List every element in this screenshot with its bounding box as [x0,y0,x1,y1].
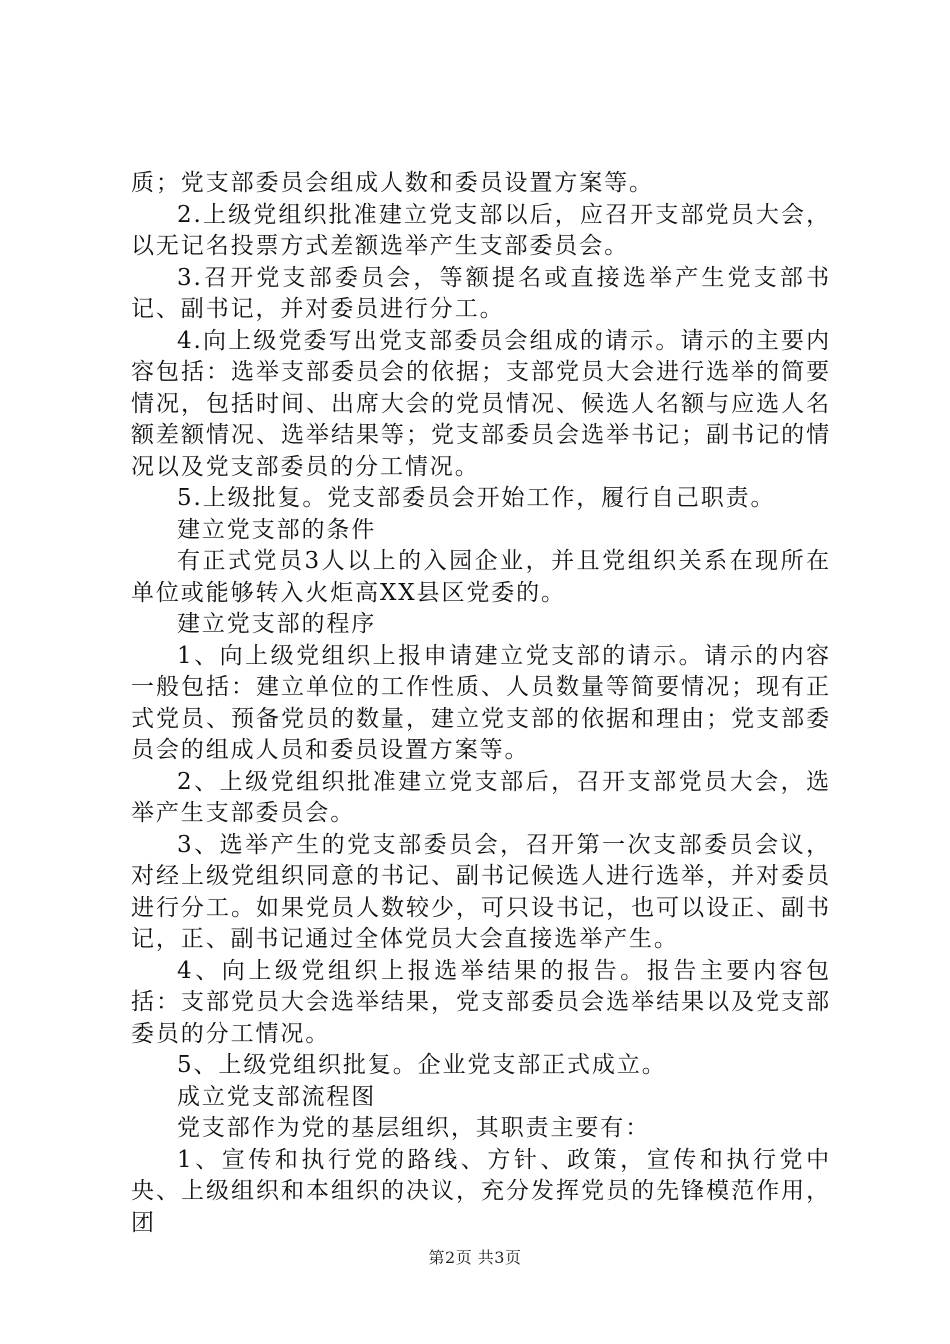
paragraph-16: 1、宣传和执行党的路线、方针、政策，宣传和执行党中央、上级组织和本组织的决议，充分发挥党员的先锋模范作用，团 [131,1146,831,1236]
paragraph-11: 3、选举产生的党支部委员会，召开第一次支部委员会议，对经上级党组织同意的书记、副书记候选人进行选举，并对委员进行分工。如果党员人数较少，可只设书记，也可以设正、副书记，正、副书记通过全体党员大会直接选举产生。 [131,831,831,952]
paragraph-1: 质；党支部委员会组成人数和委员设置方案等。 [131,170,654,196]
paragraph-4: 4.向上级党委写出党支部委员会组成的请示。请示的主要内容包括：选举支部委员会的依据；支部党员大会进行选举的简要情况，包括时间、出席大会的党员情况、候选人名额与应选人名额差额情况、选举结果等；党支部委员会选举书记；副书记的情况以及党支部委员的分工情况。 [131,327,831,480]
page-number: 第2页 共3页 [428,1248,522,1267]
paragraph-12: 4、向上级党组织上报选举结果的报告。报告主要内容包括：支部党员大会选举结果，党支部委员会选举结果以及党支部委员的分工情况。 [131,957,831,1047]
document-body [131,168,831,1239]
section-heading-flowchart: 成立党支部流程图 [177,1083,377,1110]
paragraph-9: 1、向上级党组织上报申请建立党支部的请示。请示的内容一般包括：建立单位的工作性质、人员数量等简要情况；现有正式党员、预备党员的数量，建立党支部的依据和理由；党支部委员会的组成人员和委员设置方案等。 [131,642,831,763]
paragraph-5: 5.上级批复。党支部委员会开始工作，履行自己职责。 [177,485,776,511]
paragraph-3: 3.召开党支部委员会，等额提名或直接选举产生党支部书记、副书记，并对委员进行分工。 [131,264,831,322]
paragraph-2: 2.上级党组织批准建立党支部以后，应召开支部党员大会，以无记名投票方式差额选举产生支部委员会。 [131,201,831,259]
section-heading-procedure: 建立党支部的程序 [177,611,377,637]
paragraph-13: 5、上级党组织批复。企业党支部正式成立。 [177,1052,667,1078]
section-heading-conditions: 建立党支部的条件 [177,516,377,543]
paragraph-10: 2、上级党组织批准建立党支部后，召开支部党员大会，选举产生支部委员会。 [131,768,831,826]
paragraph-15: 党支部作为党的基层组织，其职责主要有： [177,1115,651,1141]
paragraph-7: 有正式党员3人以上的入园企业，并且党组织关系在现所在单位或能够转入火炬高XX县区党委的。 [131,548,831,606]
